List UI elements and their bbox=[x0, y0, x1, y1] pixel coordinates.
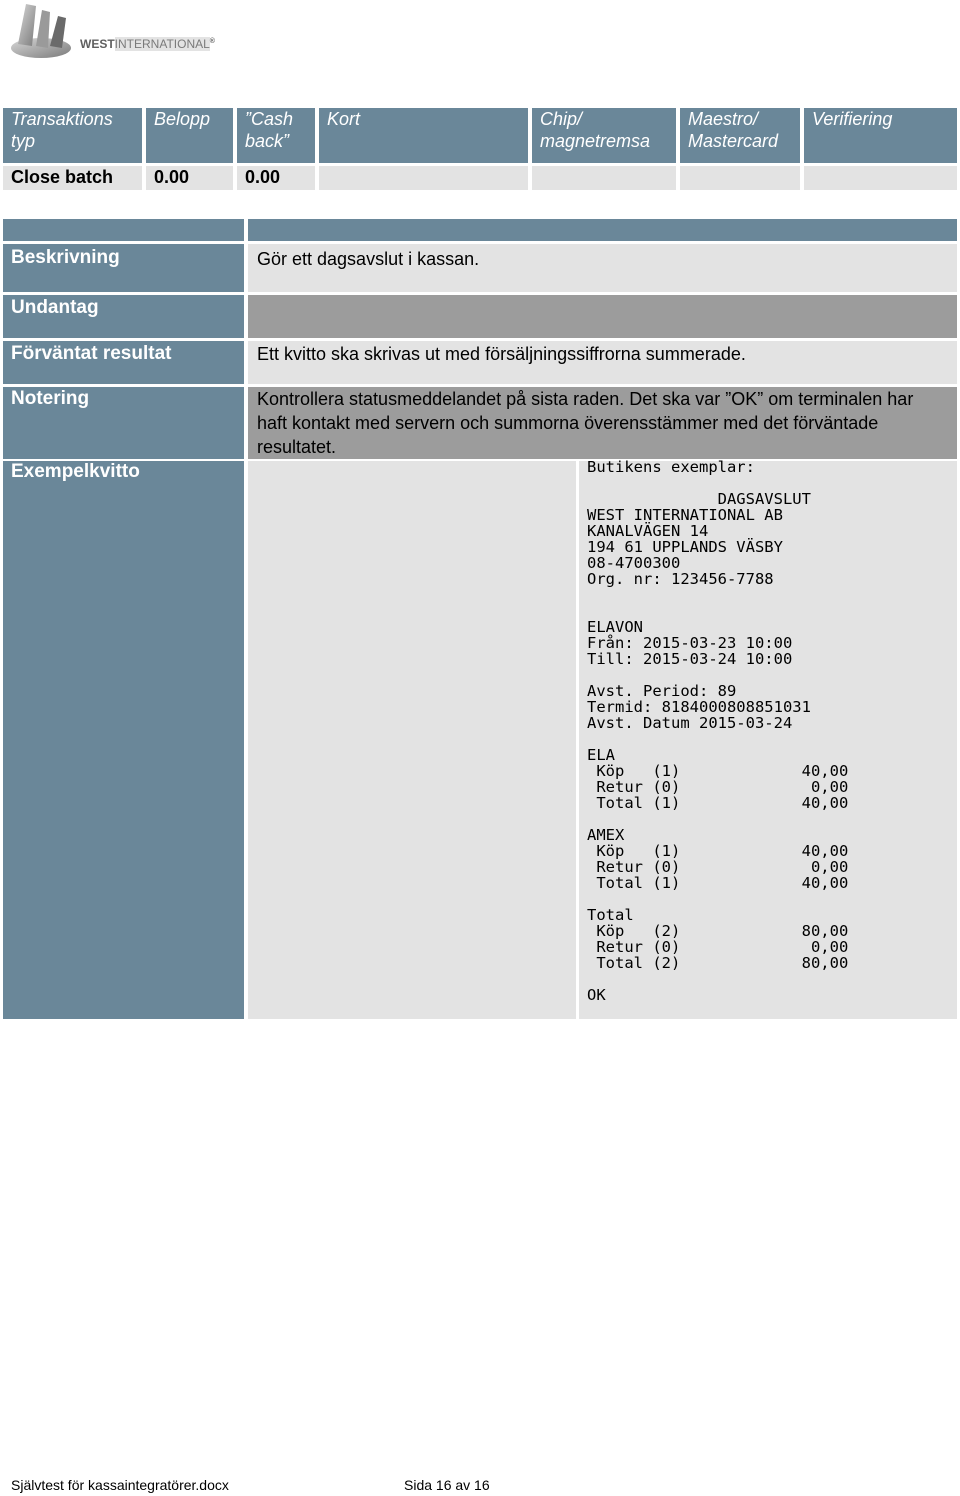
text-undantag bbox=[248, 295, 957, 338]
footer-filename: Självtest för kassaintegratörer.docx bbox=[11, 1477, 229, 1493]
receipt-spacer bbox=[248, 461, 576, 1019]
logo-wordmark: WESTINTERNATIONAL® bbox=[80, 37, 215, 51]
cell-transaktionstyp: Close batch bbox=[3, 166, 142, 190]
header-cash-back: ”Cash back” bbox=[237, 108, 315, 163]
label-exempelkvitto: Exempelkvitto bbox=[3, 461, 244, 1019]
table2-top-right bbox=[248, 219, 957, 241]
cell-maestro bbox=[680, 166, 800, 190]
cell-belopp: 0.00 bbox=[146, 166, 233, 190]
label-beskrivning: Beskrivning bbox=[3, 244, 244, 292]
text-notering: Kontrollera statusmeddelandet på sista raden. Det ska var ”OK” om terminalen har haft kontakt med servern och summorna överensstämmer med det förväntade resultatet. bbox=[248, 387, 957, 459]
cell-chip bbox=[532, 166, 676, 190]
footer-page-number: Sida 16 av 16 bbox=[404, 1477, 490, 1493]
table2-top-left bbox=[3, 219, 244, 241]
header-kort: Kort bbox=[319, 108, 528, 163]
header-chip: Chip/ magnetremsa bbox=[532, 108, 676, 163]
text-forvantat-resultat: Ett kvitto ska skrivas ut med försäljningssiffrorna summerade. bbox=[248, 341, 957, 384]
receipt-text: Butikens exemplar: DAGSAVSLUT WEST INTERNATIONAL AB KANALVÄGEN 14 194 61 UPPLANDS VÄSBY 08-4700300 Org. nr: 123456-7788 ELAVON Från: 2015-03-23 10:00 Till: 2015-03-24 10:00 Avst. Period: 89 Termid: 8184000808851031 Avst. Datum 2015-03-24 ELA Köp (1) 40,00 Retur (0) 0,00 Total (1) 40,00 AMEX Köp (1) 40,00 Retur (0) 0,00 Total (1) 40,00 Total Köp (2) 80,00 Retur (0) 0,00 Total (2) 80,00 OK bbox=[587, 458, 849, 1004]
text-beskrivning: Gör ett dagsavslut i kassan. bbox=[248, 244, 957, 292]
label-forvantat-resultat: Förväntat resultat bbox=[3, 341, 244, 384]
label-undantag: Undantag bbox=[3, 295, 244, 338]
cell-verifiering bbox=[804, 166, 957, 190]
cell-cash-back: 0.00 bbox=[237, 166, 315, 190]
west-international-logo bbox=[8, 0, 228, 64]
label-notering: Notering bbox=[3, 387, 244, 459]
logo-mark-icon bbox=[8, 0, 74, 62]
header-belopp: Belopp bbox=[146, 108, 233, 163]
header-maestro: Maestro/ Mastercard bbox=[680, 108, 800, 163]
header-transaktionstyp: Transaktions typ bbox=[3, 108, 142, 163]
cell-kort bbox=[319, 166, 528, 190]
header-verifiering: Verifiering bbox=[804, 108, 957, 163]
